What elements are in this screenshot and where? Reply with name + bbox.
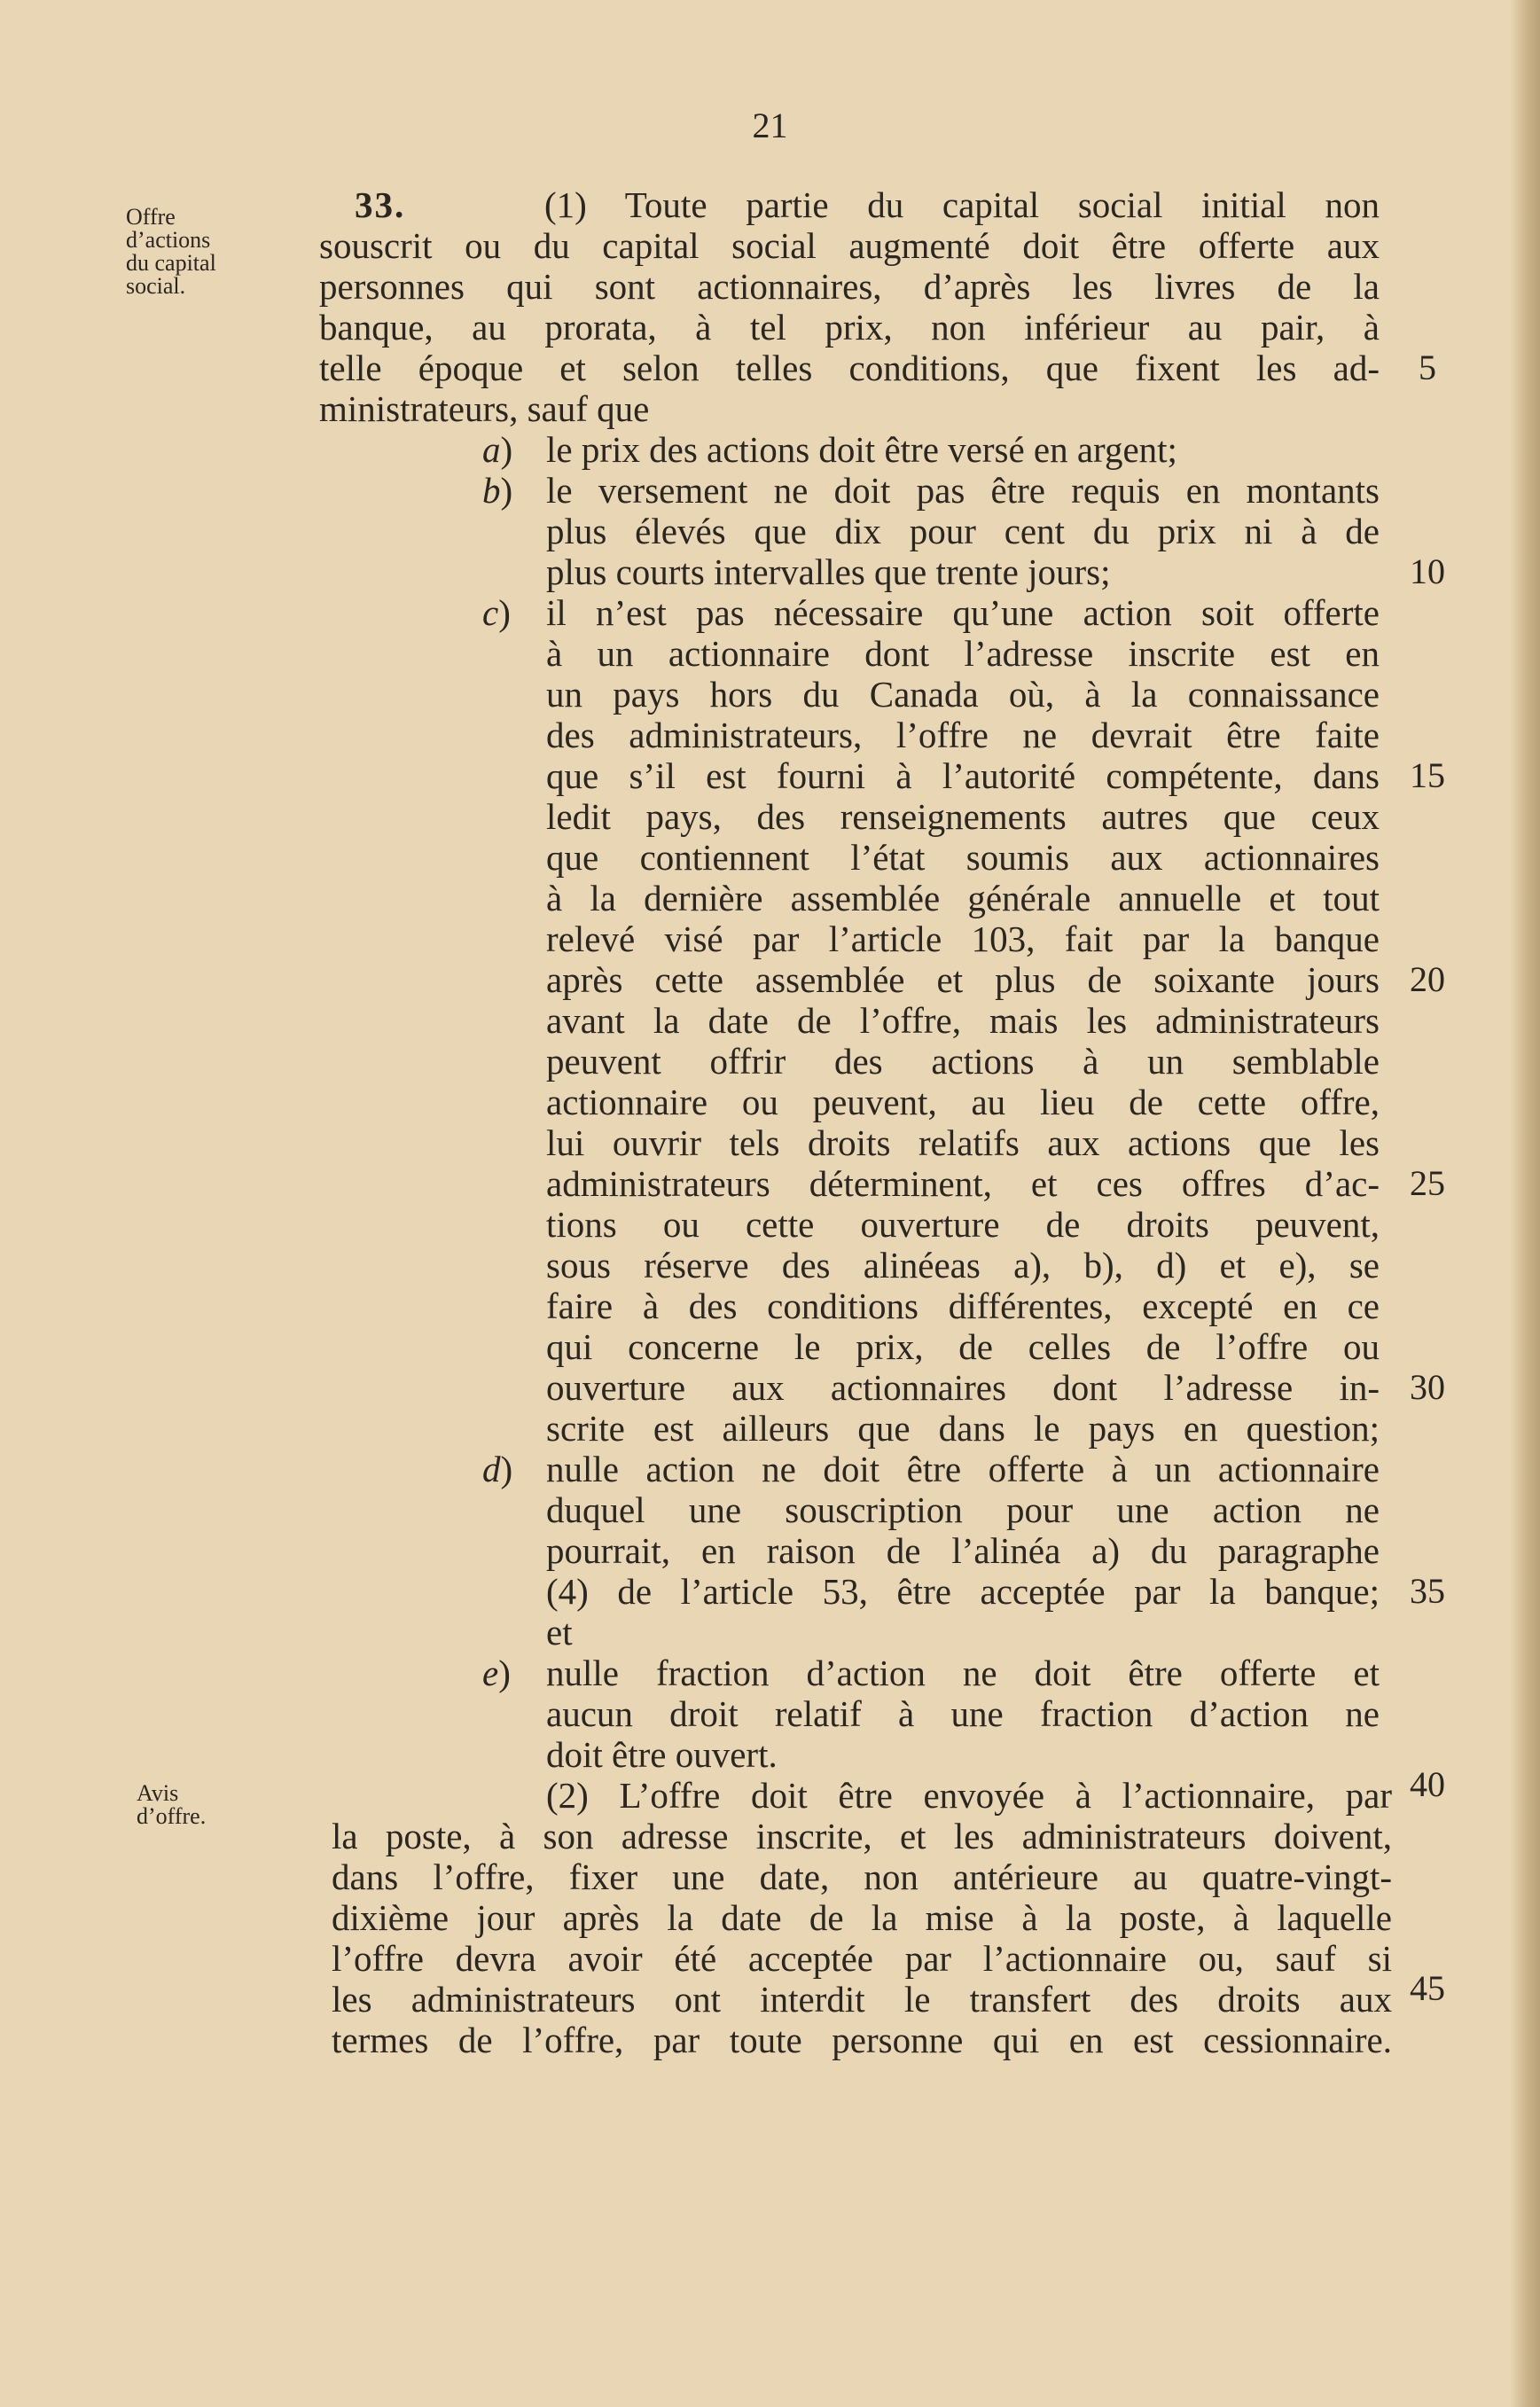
item-d-line: nulle action ne doit être offerte à un actionnaire	[546, 1449, 1380, 1489]
item-c-marker: c)	[482, 592, 511, 633]
item-c-line: un pays hors du Canada où, à la connaissance	[546, 674, 1380, 715]
item-d-line: et	[546, 1612, 573, 1653]
subsection-2-line: dixième jour après la date de la mise à la poste, à laquelle	[332, 1897, 1392, 1938]
margin-note-notice: Avis d’offre.	[137, 1780, 207, 1829]
page-number: 21	[752, 106, 788, 145]
item-c-line: tions ou cette ouverture de droits peuvent,	[546, 1204, 1380, 1245]
item-c-line: qui concerne le prix, de celles de l’offre ou	[546, 1326, 1380, 1367]
item-c-line: à un actionnaire dont l’adresse inscrite est en	[546, 633, 1380, 674]
subsection-2-line: la poste, à son adresse inscrite, et les administrateurs doivent,	[332, 1816, 1392, 1856]
line-number: 15	[1410, 755, 1445, 795]
item-a-marker: a)	[482, 429, 513, 470]
item-c-line: des administrateurs, l’offre ne devrait être faite	[546, 715, 1380, 755]
page-edge	[1510, 0, 1540, 2407]
item-e-line: aucun droit relatif à une fraction d’action ne	[546, 1693, 1380, 1734]
line-number: 20	[1410, 959, 1445, 999]
item-c-line: à la dernière assemblée générale annuelle et tout	[546, 878, 1380, 918]
subsection-2-line: termes de l’offre, par toute personne qui en est cessionnaire.	[332, 2020, 1392, 2060]
margin-note-offer: Offre d’actions du capital social.	[126, 204, 216, 299]
item-b-marker: b)	[482, 470, 513, 511]
subsection-1-line: banque, au prorata, à tel prix, non inférieur au pair, à	[319, 307, 1380, 348]
item-a-line: le prix des actions doit être versé en argent;	[546, 429, 1177, 470]
subsection-2-line: les administrateurs ont interdit le transfert des droits aux	[332, 1979, 1392, 2020]
item-c-line: il n’est pas nécessaire qu’une action soit offerte	[546, 592, 1380, 633]
item-b-line: le versement ne doit pas être requis en montants	[546, 470, 1380, 511]
subsection-1-line: telle époque et selon telles conditions, que fixent les ad-	[319, 348, 1380, 388]
item-c-line: administrateurs déterminent, et ces offres d’ac-	[546, 1163, 1380, 1204]
item-e-marker: e)	[482, 1653, 511, 1693]
item-c-line: scrite est ailleurs que dans le pays en question;	[546, 1408, 1380, 1449]
item-c-line: lui ouvrir tels droits relatifs aux actions que les	[546, 1122, 1380, 1163]
item-e-line: nulle fraction d’action ne doit être offerte et	[546, 1653, 1380, 1693]
subsection-2-line: dans l’offre, fixer une date, non antérieure au quatre-vingt-	[332, 1856, 1392, 1897]
item-c-line: peuvent offrir des actions à un semblable	[546, 1041, 1380, 1082]
item-c-line: que s’il est fourni à l’autorité compétente, dans	[546, 755, 1380, 796]
subsection-2-line: l’offre devra avoir été acceptée par l’actionnaire ou, sauf si	[332, 1938, 1392, 1979]
subsection-1-line: (1) Toute partie du capital social initial non	[544, 184, 1380, 225]
item-c-line: ledit pays, des renseignements autres que ceux	[546, 796, 1380, 837]
item-c-line: avant la date de l’offre, mais les administrateurs	[546, 1000, 1380, 1041]
section-number: 33.	[355, 184, 406, 225]
line-number: 10	[1410, 551, 1445, 591]
line-number: 25	[1410, 1163, 1445, 1203]
line-number: 45	[1410, 1968, 1445, 2008]
subsection-1-line: personnes qui sont actionnaires, d’après les livres de la	[319, 266, 1380, 307]
item-c-line: que contiennent l’état soumis aux actionnaires	[546, 837, 1380, 878]
item-c-line: faire à des conditions différentes, excepté en ce	[546, 1286, 1380, 1326]
subsection-1-line: ministrateurs, sauf que	[319, 388, 650, 429]
item-d-line: (4) de l’article 53, être acceptée par la banque;	[546, 1571, 1380, 1612]
item-b-line: plus courts intervalles que trente jours;	[546, 551, 1111, 592]
item-c-line: ouverture aux actionnaires dont l’adresse in-	[546, 1367, 1380, 1408]
line-number: 35	[1410, 1571, 1445, 1611]
item-c-line: sous réserve des alinéeas a), b), d) et e), se	[546, 1245, 1380, 1286]
item-d-line: pourrait, en raison de l’alinéa a) du paragraphe	[546, 1530, 1380, 1571]
item-d-line: duquel une souscription pour une action ne	[546, 1489, 1380, 1530]
item-c-line: relevé visé par l’article 103, fait par la banque	[546, 918, 1380, 959]
item-c-line: actionnaire ou peuvent, au lieu de cette offre,	[546, 1082, 1380, 1122]
line-number: 30	[1410, 1367, 1445, 1407]
subsection-2-line: (2) L’offre doit être envoyée à l’actionnaire, par	[546, 1775, 1392, 1816]
item-c-line: après cette assemblée et plus de soixante jours	[546, 959, 1380, 1000]
item-b-line: plus élevés que dix pour cent du prix ni à de	[546, 511, 1380, 551]
line-number: 40	[1410, 1764, 1445, 1804]
item-e-line: doit être ouvert.	[546, 1734, 778, 1775]
item-d-marker: d)	[482, 1449, 513, 1489]
subsection-1-line: souscrit ou du capital social augmenté doit être offerte aux	[319, 225, 1380, 266]
line-number: 5	[1419, 348, 1436, 387]
